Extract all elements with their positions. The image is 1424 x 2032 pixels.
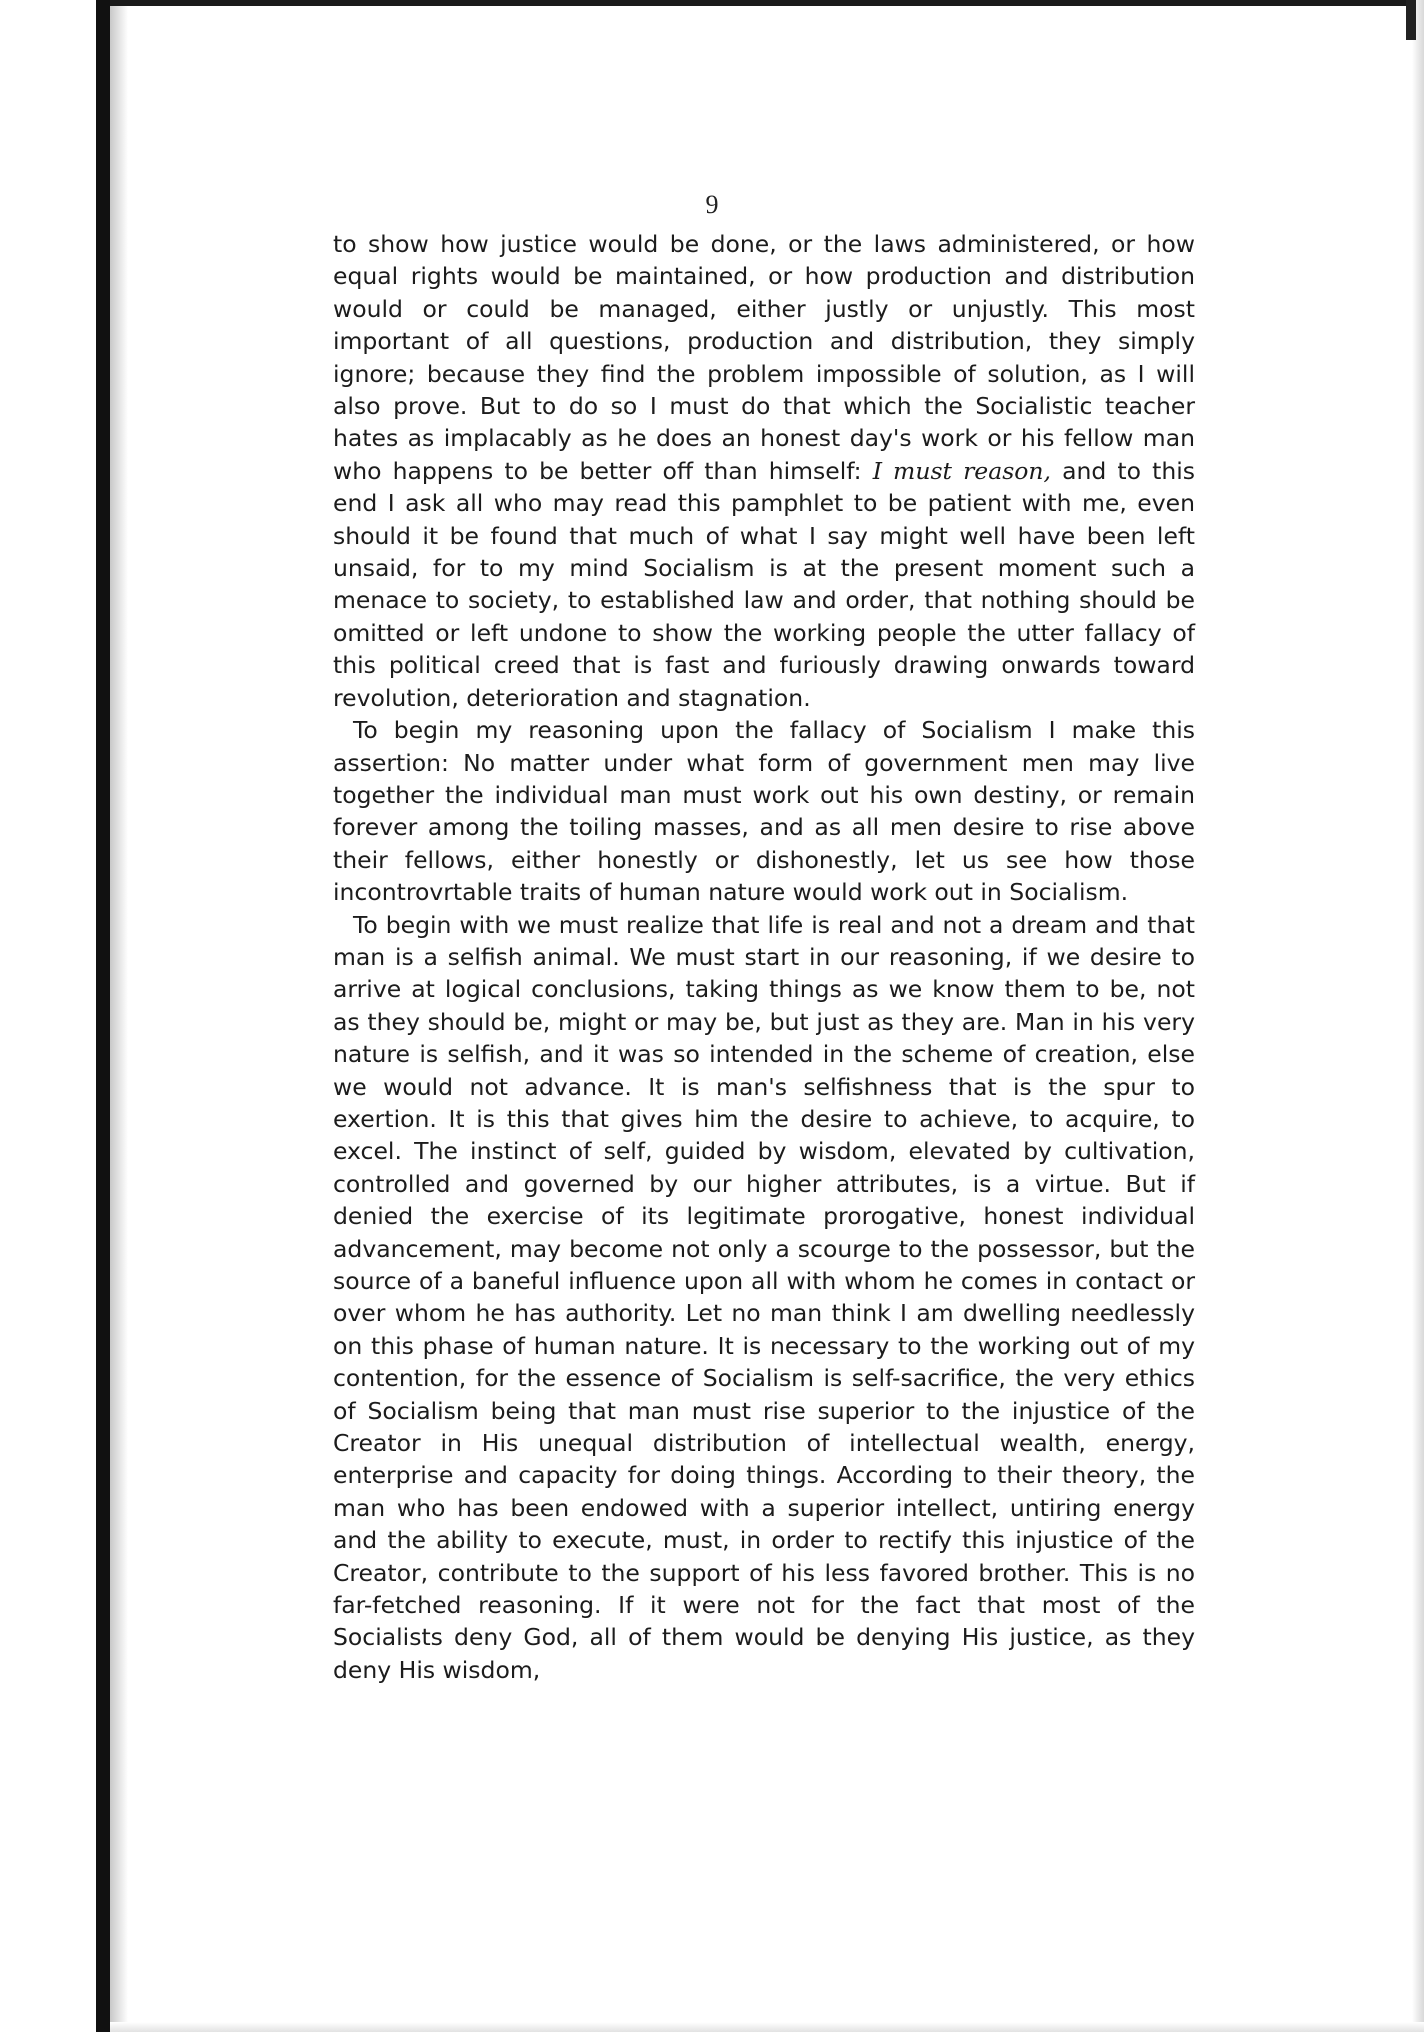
- scan-corner-mark: [1406, 0, 1416, 40]
- paragraph-1-italic-phrase: I must reason,: [872, 456, 1052, 485]
- scan-top-edge: [110, 0, 1424, 6]
- paragraph-1-text-b: and to this end I ask all who may read this pamphlet to be patient with me, even should it be found that much of what I say might well have been left unsaid, for to my mind Socialism is at the present moment such a menace to society, to established law and order, that nothing should be omitted or left undone to show the working people the utter fallacy of this political creed that is fast and furiously drawing onwards toward revolution, deterioration and stagnation.: [333, 456, 1195, 712]
- page-gutter-shadow: [110, 0, 128, 2032]
- paragraph-3: To begin with we must realize that life is real and not a dream and that man is a selfish animal. We must start in our reasoning, if we desire to arrive at logical conclusions, taking things as we know them to be, not as they should be, might or may be, but just as they are. Man in his very nature is selfish, and it was so intended in the scheme of creation, else we would not advance. It is man's selfishness that is the spur to exertion. It is this that gives him the desire to achieve, to acquire, to excel. The instinct of self, guided by wisdom, elevated by cultivation, controlled and governed by our higher attributes, is a virtue. But if denied the exercise of its legitimate prorogative, honest individual advancement, may become not only a scourge to the possessor, but the source of a baneful influence upon all with whom he comes in contact or over whom he has authority. Let no man think I am dwelling needlessly on this phase of human nature. It is necessary to the working out of my contention, for the essence of Socialism is self-sacrifice, the very ethics of Socialism being that man must rise superior to the injustice of the Creator in His unequal distribution of intellectual wealth, energy, enterprise and capacity for doing things. According to their theory, the man who has been endowed with a superior intellect, untiring energy and the ability to execute, must, in order to rectify this injustice of the Creator, contribute to the support of his less favored brother. This is no far-fetched reasoning. If it were not for the fact that most of the Socialists deny God, all of them would be denying His justice, as they deny His wisdom,: [333, 910, 1195, 1684]
- body-text: [333, 228, 1195, 1686]
- paragraph-1: [333, 228, 1195, 714]
- scan-bottom-edge: [110, 2022, 1424, 2032]
- scan-right-edge: [1412, 0, 1424, 2032]
- paragraph-2: To begin my reasoning upon the fallacy of Socialism I make this assertion: No matter under what form of government men may live together the individual man must work out his own destiny, or remain forever among the toiling masses, and as all men desire to rise above their fellows, either honestly or dishonestly, let us see how those incontrovrtable traits of human nature would work out in Socialism.: [333, 716, 1195, 907]
- page-number: 9: [705, 190, 719, 219]
- paragraph-1-text-a: to show how justice would be done, or the laws administered, or how equal rights would be maintained, or how production and distribution would or could be managed, either justly or unjustly. This most important of all questions, production and distribution, they simply ignore; because they find the problem impossible of solution, as I will also prove. But to do so I must do that which the Socialistic teacher hates as implacably as he does an honest day's work or his fellow man who happens to be better off than himself:: [333, 230, 1195, 485]
- scan-binding-edge: [96, 0, 110, 2032]
